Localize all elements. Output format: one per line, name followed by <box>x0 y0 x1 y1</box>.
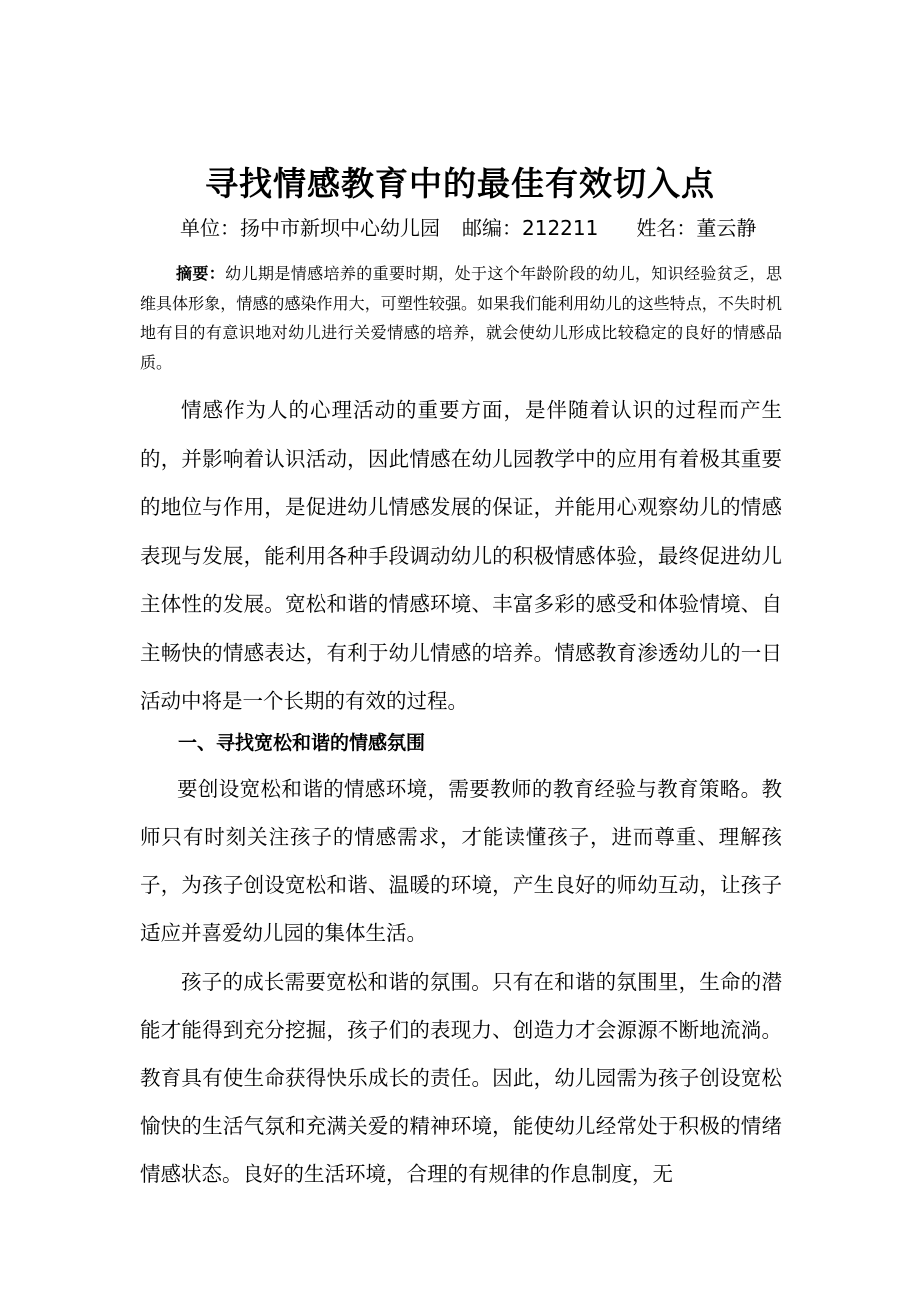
author-name: 姓名：董云静 <box>636 216 757 240</box>
abstract-label: 摘要： <box>176 264 226 283</box>
abstract-text: 幼儿期是情感培养的重要时期，处于这个年龄阶段的幼儿，知识经验贫乏，思维具体形象，情感的感染作用大，可塑性较强。如果我们能利用幼儿的这些特点，不失时机地有目的有意识地对幼儿进行关爱情感的培养，就会使幼儿形成比较稳定的良好的情感品质。 <box>140 264 782 372</box>
intro-paragraph: 情感作为人的心理活动的重要方面，是伴随着认识的过程而产生的，并影响着认识活动，因此情感在幼儿园教学中的应用有着极其重要的地位与作用，是促进幼儿情感发展的保证，并能用心观察幼儿的情感表现与发展，能利用各种手段调动幼儿的积极情感体验，最终促进幼儿主体性的发展。宽松和谐的情感环境、丰富多彩的感受和体验情境、自主畅快的情感表达，有利于幼儿情感的培养。情感教育渗透幼儿的一日活动中将是一个长期的有效的过程。 <box>140 398 782 713</box>
section-paragraph: 孩子的成长需要宽松和谐的氛围。只有在和谐的氛围里，生命的潜能才能得到充分挖掘，孩子们的表现力、创造力才会源源不断地流淌。教育具有使生命获得快乐成长的责任。因此，幼儿园需为孩子创设宽松愉快的生活气氛和充满关爱的精神环境，能使幼儿经常处于积极的情绪情感状态。良好的生活环境，合理的有规律的作息制度，无 <box>140 970 782 1186</box>
author-unit: 单位：扬中市新坝中心幼儿园 <box>180 216 440 240</box>
document-title: 寻找情感教育中的最佳有效切入点 <box>205 164 715 203</box>
section-paragraph: 要创设宽松和谐的情感环境，需要教师的教育经验与教育策略。教师只有时刻关注孩子的情感需求，才能读懂孩子，进而尊重、理解孩子，为孩子创设宽松和谐、温暖的环境，产生良好的师幼互动，让孩子适应并喜爱幼儿园的集体生活。 <box>140 777 782 945</box>
section-heading: 一、寻找宽松和谐的情感氛围 <box>178 732 426 754</box>
abstract <box>140 259 782 377</box>
author-line <box>180 213 756 243</box>
author-postcode: 邮编：212211 <box>462 216 599 240</box>
